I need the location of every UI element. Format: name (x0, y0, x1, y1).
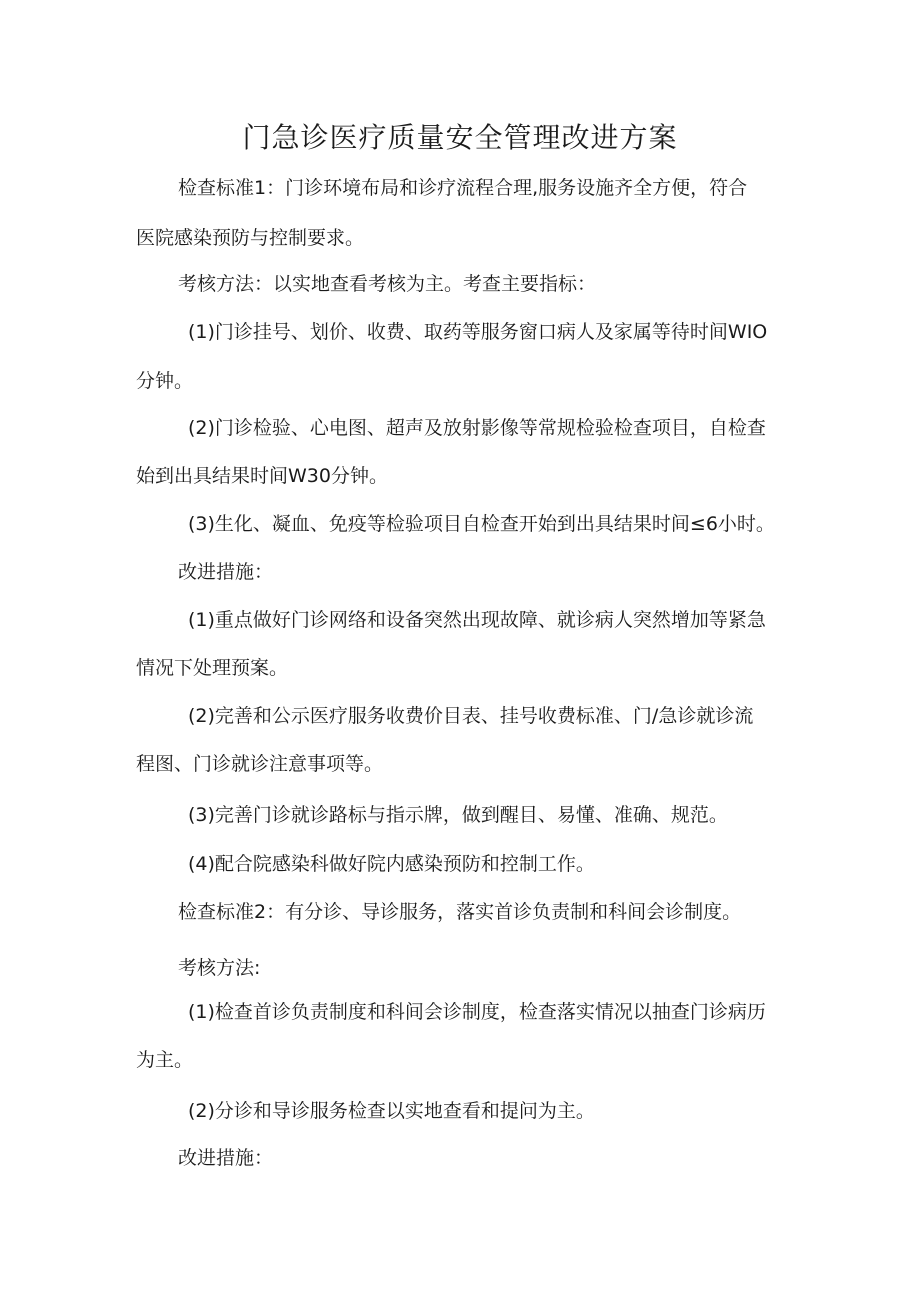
paragraph-line: (3)生化、凝血、免疫等检验项目自检查开始到出具结果时间≤6小时。 (188, 513, 775, 535)
paragraph-line: 检查标准2：有分诊、导诊服务，落实首诊负责制和科间会诊制度。 (178, 901, 742, 923)
paragraph-line: (2)完善和公示医疗服务收费价目表、挂号收费标准、门/急诊就诊流 (188, 705, 754, 727)
paragraph-line: (3)完善门诊就诊路标与指示牌，做到醒目、易懂、准确、规范。 (188, 804, 728, 826)
paragraph-line: 检查标准1：门诊环境布局和诊疗流程合理,服务设施齐全方便，符合 (178, 177, 748, 199)
paragraph-line: 程图、门诊就诊注意事项等。 (136, 753, 384, 775)
document-title: 门急诊医疗质量安全管理改进方案 (242, 121, 678, 154)
paragraph-line: 分钟。 (136, 370, 194, 392)
paragraph-line: 考核方法：以实地查看考核为主。考查主要指标： (178, 273, 597, 295)
paragraph-line: 改进措施： (178, 1147, 274, 1169)
paragraph-line: (2)门诊检验、心电图、超声及放射影像等常规检验检查项目，自检查 (188, 417, 766, 439)
paragraph-line: 为主。 (136, 1049, 194, 1071)
paragraph-line: (4)配合院感染科做好院内感染预防和控制工作。 (188, 853, 595, 875)
paragraph-line: 始到出具结果时间W30分钟。 (136, 465, 388, 487)
paragraph-line: (1)检查首诊负责制度和科间会诊制度，检查落实情况以抽查门诊病历 (188, 1001, 766, 1023)
paragraph-line: 医院感染预防与控制要求。 (136, 227, 365, 249)
paragraph-line: (2)分诊和导诊服务检查以实地查看和提问为主。 (188, 1100, 595, 1122)
paragraph-line: 情况下处理预案。 (136, 657, 289, 679)
paragraph-line: (1)重点做好门诊网络和设备突然出现故障、就诊病人突然增加等紧急 (188, 609, 766, 631)
paragraph-line: 改进措施： (178, 561, 274, 583)
paragraph-line: (1)门诊挂号、划价、收费、取药等服务窗口病人及家属等待时间WIO (188, 321, 768, 343)
paragraph-line: 考核方法: (178, 957, 261, 979)
